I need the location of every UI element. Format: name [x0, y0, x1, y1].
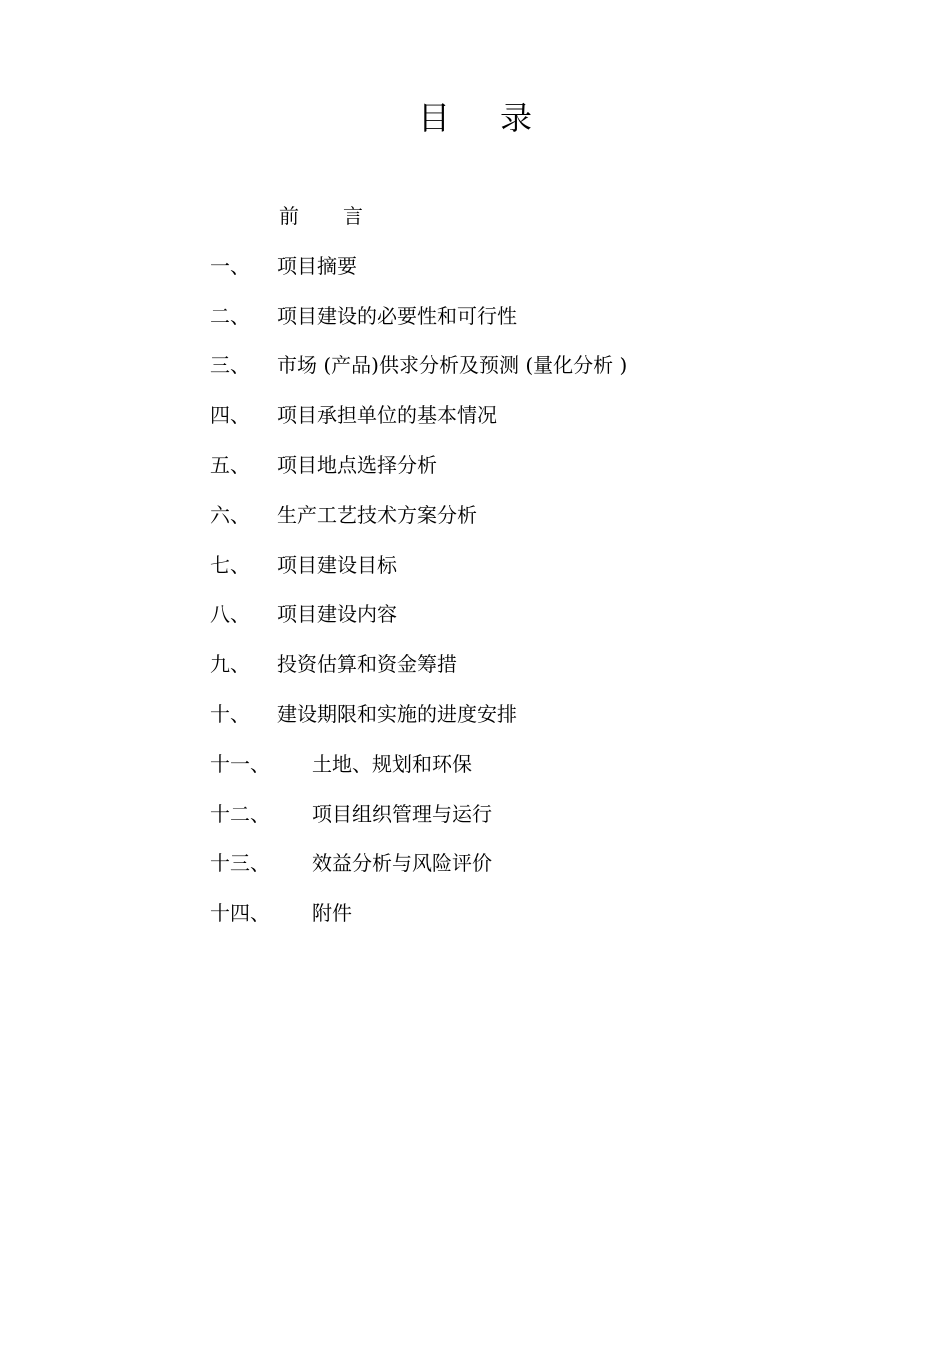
toc-entry-number: 八、 [210, 602, 250, 627]
toc-title-char-2: 录 [500, 99, 533, 137]
toc-entry-text: 生产工艺技术方案分析 [277, 502, 477, 527]
toc-entry-text: 附件 [312, 901, 352, 926]
toc-entry-text [279, 201, 363, 231]
toc-entry-text: 土地、规划和环保 [312, 751, 472, 776]
toc-entry[interactable] [210, 599, 830, 649]
toc-entry-text: 项目建设内容 [277, 602, 397, 627]
toc-entry-text: 项目承担单位的基本情况 [277, 403, 497, 428]
toc-entry-number: 二、 [210, 303, 250, 328]
toc-entry-number: 十一、 [210, 751, 270, 776]
toc-entry-number: 五、 [210, 452, 250, 477]
preface-char-1: 前 [279, 204, 299, 228]
toc-entry-number: 一、 [210, 253, 250, 278]
toc-entry[interactable] [210, 749, 830, 799]
toc-entry-text: 建设期限和实施的进度安排 [277, 701, 517, 726]
toc-entry-text: 市场 (产品)供求分析及预测 (量化分析 ) [277, 353, 628, 378]
toc-entry[interactable] [210, 799, 830, 849]
toc-entry-number: 四、 [210, 403, 250, 428]
toc-entry[interactable] [210, 500, 830, 550]
toc-entry-number: 十四、 [210, 901, 270, 926]
toc-entry-text: 项目建设目标 [277, 552, 397, 577]
toc-entry-number: 六、 [210, 502, 250, 527]
toc-entry-number: 十二、 [210, 801, 270, 826]
preface-char-2: 言 [343, 204, 363, 228]
toc-entry-number: 十三、 [210, 851, 270, 876]
toc-entry[interactable] [210, 649, 830, 699]
toc-entry-text: 项目地点选择分析 [277, 452, 437, 477]
toc-entry-text: 投资估算和资金筹措 [277, 652, 457, 677]
toc-entry-text: 项目组织管理与运行 [312, 801, 492, 826]
toc-entry[interactable] [210, 699, 830, 749]
toc-title-char-1: 目 [417, 99, 450, 137]
toc-title [0, 96, 950, 140]
toc-entry-preface[interactable] [210, 201, 830, 251]
toc-entry-number: 九、 [210, 652, 250, 677]
toc-entry[interactable] [210, 898, 830, 948]
toc-entry-number: 三、 [210, 353, 250, 378]
toc-entry-text: 项目摘要 [277, 253, 357, 278]
toc-entry-text: 项目建设的必要性和可行性 [277, 303, 517, 328]
toc-entry-text: 效益分析与风险评价 [312, 851, 492, 876]
toc-entry[interactable] [210, 550, 830, 600]
toc-entry[interactable] [210, 251, 830, 301]
table-of-contents [210, 201, 830, 948]
toc-entry-number: 十、 [210, 701, 250, 726]
toc-entry[interactable] [210, 301, 830, 351]
toc-entry[interactable] [210, 450, 830, 500]
toc-entry-number: 七、 [210, 552, 250, 577]
toc-entry[interactable] [210, 350, 830, 400]
toc-entry[interactable] [210, 400, 830, 450]
toc-entry[interactable] [210, 848, 830, 898]
